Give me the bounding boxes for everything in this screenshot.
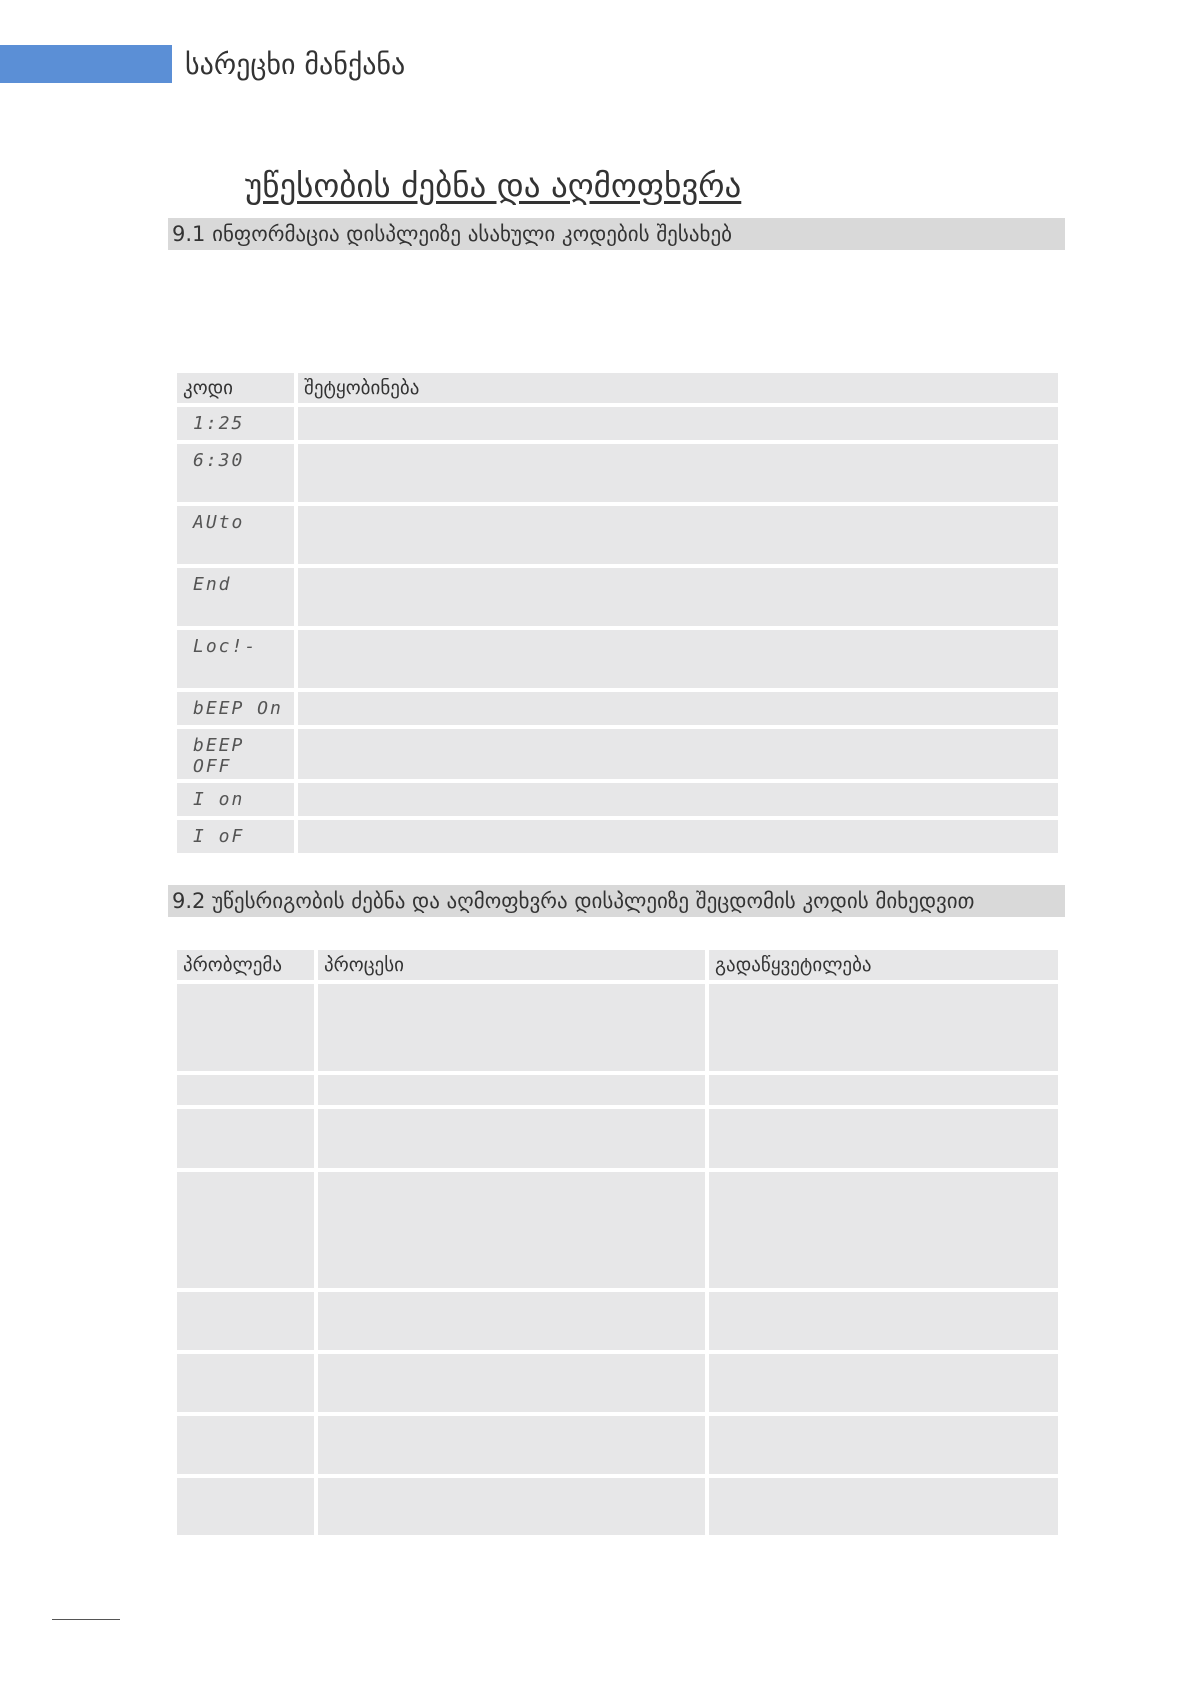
table-row: [177, 729, 1058, 779]
table-row: [177, 692, 1058, 725]
table-row: [177, 1075, 1058, 1105]
table-row: [177, 568, 1058, 626]
table-row: [177, 783, 1058, 816]
display-code: AUto: [193, 512, 245, 533]
message-cell: [298, 568, 1058, 626]
section-heading-codes: 9.1 ინფორმაცია დისპლეიზე ასახული კოდების შესახებ: [168, 218, 1065, 250]
section-heading-troubleshooting: 9.2 უწესრიგობის ძებნა და აღმოფხვრა დისპლეიზე შეცდომის კოდის მიხედვით: [168, 885, 1065, 917]
table-row: [177, 630, 1058, 688]
troubleshooting-table: [173, 946, 1062, 1539]
message-cell: [298, 820, 1058, 853]
display-code: bEEP On: [193, 698, 283, 719]
display-code: I on: [193, 789, 245, 810]
table-row: [177, 444, 1058, 502]
message-cell: [298, 444, 1058, 502]
table-row: [177, 820, 1058, 853]
message-cell: [298, 630, 1058, 688]
display-code: bEEP OFF: [193, 735, 245, 777]
column-header-problem: პრობლემა: [177, 950, 314, 980]
display-code: 6:30: [193, 450, 245, 471]
table-row: [177, 1172, 1058, 1288]
column-header-process: პროცესი: [318, 950, 705, 980]
message-cell: [298, 692, 1058, 725]
table-row: [177, 1292, 1058, 1350]
table-header-row: [177, 950, 1058, 980]
message-cell: [298, 506, 1058, 564]
codes-table: [173, 369, 1062, 857]
table-row: [177, 1354, 1058, 1412]
column-header-code: კოდი: [177, 373, 294, 403]
display-code: Loc!-: [193, 636, 258, 657]
table-row: [177, 1478, 1058, 1535]
column-header-message: შეტყობინება: [298, 373, 1058, 403]
display-code: 1:25: [193, 413, 245, 434]
message-cell: [298, 783, 1058, 816]
table-row: [177, 984, 1058, 1071]
column-header-solution: გადაწყვეტილება: [709, 950, 1058, 980]
display-code: End: [193, 574, 232, 595]
table-header-row: [177, 373, 1058, 403]
footer-divider: [52, 1619, 120, 1620]
header-title: სარეცხი მანქანა: [185, 48, 406, 81]
page-title: უწესობის ძებნა და აღმოფხვრა: [245, 166, 742, 205]
message-cell: [298, 407, 1058, 440]
message-cell: [298, 729, 1058, 779]
table-row: [177, 1416, 1058, 1474]
table-row: [177, 407, 1058, 440]
table-row: [177, 1109, 1058, 1168]
display-code: I oF: [193, 826, 245, 847]
table-row: [177, 506, 1058, 564]
header-accent-bar: [0, 45, 172, 83]
